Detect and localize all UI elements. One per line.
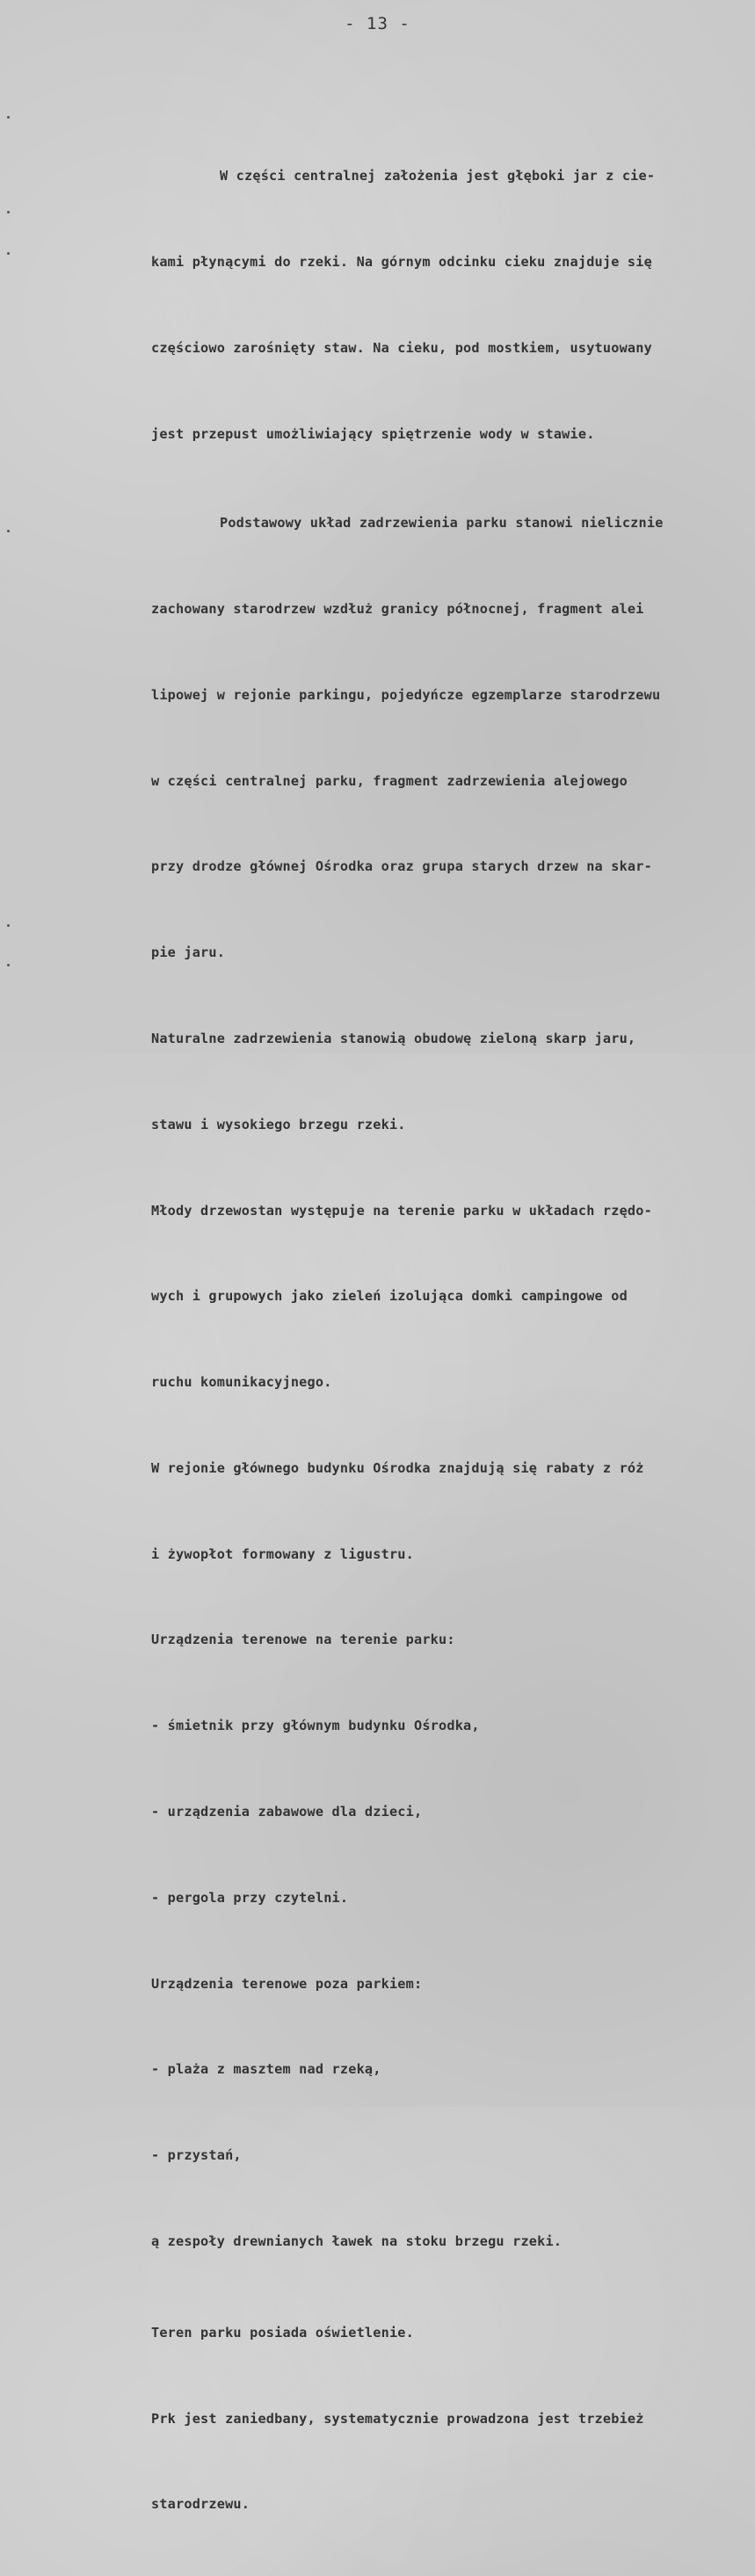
list-item: - plaża z masztem nad rzeką, — [151, 2061, 381, 2078]
text-line: zachowany starodrzew wzdłuż granicy północnej, fragment alei — [151, 601, 644, 618]
text-line: Urządzenia terenowe na terenie parku: — [151, 1632, 455, 1648]
text-line: Naturalne zadrzewienia stanowią obudowę zieloną skarp jaru, — [151, 1031, 636, 1046]
list-item: - pergola przy czytelni. — [151, 1889, 349, 1906]
text-line: częściowo zarośnięty staw. Na cieku, pod mostkiem, usytuowany — [151, 339, 652, 356]
text-line: lipowej w rejonie parkingu, pojedyńcze egzemplarze starodrzewu — [151, 686, 661, 703]
margin-dot — [7, 530, 10, 532]
text-line: Młody drzewostan występuje na terenie parku w układach rzędo- — [151, 1202, 652, 1219]
text-line: jest przepust umożliwiający spiętrzenie wody w stawie. — [151, 425, 595, 442]
list-item: - śmietnik przy głównym budynku Ośrodka, — [151, 1718, 480, 1734]
text-line: przy drodze głównej Ośrodka oraz grupa starych drzew na skar- — [151, 858, 652, 875]
text-line: kami płynącymi do rzeki. Na górnym odcinku cieku znajduje się — [151, 253, 652, 270]
margin-dot — [7, 211, 10, 213]
list-item: ą zespoły drewnianych ławek na stoku brzegu rzeki. — [151, 2232, 563, 2249]
text-line: ruchu komunikacyjnego. — [151, 1374, 332, 1391]
text-line: pie jaru. — [151, 944, 226, 961]
text-line: Urządzenia terenowe poza parkiem: — [151, 1975, 423, 1992]
body-text — [151, 105, 740, 2576]
text-line: Teren parku posiada oświetlenie. — [151, 2324, 414, 2341]
text-line: Prk jest zaniedbany, systematycznie prowadzona jest trzebież — [151, 2410, 644, 2427]
text-line: i żywopłot formowany z ligustru. — [151, 1545, 414, 1562]
margin-dot — [7, 924, 10, 927]
margin-dot — [7, 964, 10, 966]
text-line: wych i grupowych jako zieleń izolująca domki campingowe od — [151, 1288, 628, 1305]
text-line: w części centralnej parku, fragment zadrzewienia alejowego — [151, 772, 628, 789]
list-item: - przystań, — [151, 2147, 242, 2164]
margin-dot — [7, 252, 10, 255]
list-item: - urządzenia zabawowe dla dzieci, — [151, 1804, 423, 1820]
text-line: Podstawowy układ zadrzewienia parku stanowi nielicznie — [220, 515, 664, 532]
text-line: starodrzewu. — [151, 2496, 250, 2513]
margin-dot — [7, 116, 10, 119]
page-number: - 13 - — [345, 14, 410, 33]
text-line: stawu i wysokiego brzegu rzeki. — [151, 1116, 406, 1132]
text-line: W części centralnej założenia jest głęboki jar z cie- — [220, 168, 656, 185]
text-line: W rejonie głównego budynku Ośrodka znajdują się rabaty z róż — [151, 1459, 644, 1476]
